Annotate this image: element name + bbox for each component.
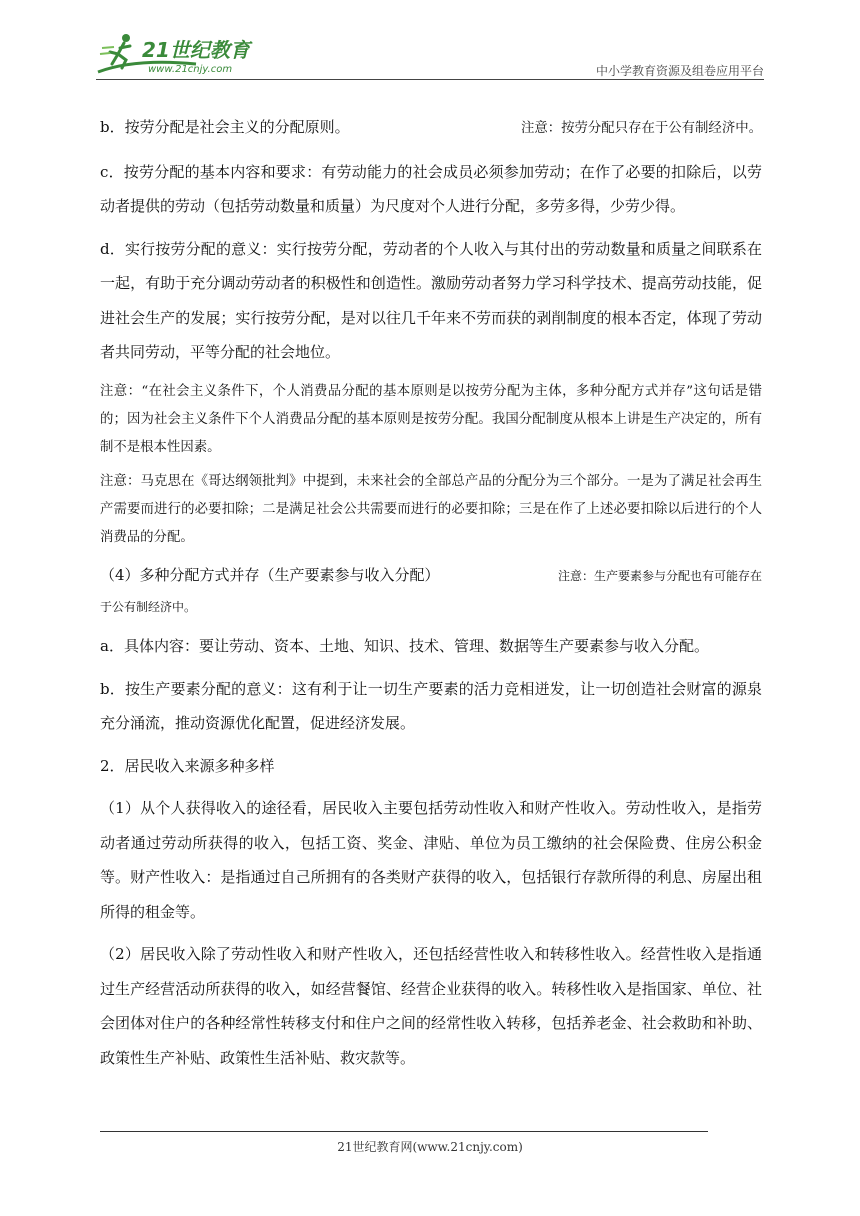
point-d: d．实行按劳分配的意义：实行按劳分配，劳动者的个人收入与其付出的劳动数量和质量之间联系在一起，有助于充分调动劳动者的积极性和创造性。激励劳动者努力学习科学技术、提高劳动技能，促进社会生产的发展；实行按劳分配，是对以往几千年来不劳而获的剥削制度的根本否定，体现了劳动者共同劳动，平等分配的社会地位。 [100, 239, 762, 361]
svg-text:www.21cnjy.com: www.21cnjy.com [148, 64, 233, 75]
svg-text:21世纪教育: 21世纪教育 [142, 38, 250, 62]
footer-divider [100, 1131, 708, 1132]
item-4-note-continued: 于公有制经济中。 [100, 600, 197, 614]
note-marx: 注意：马克思在《哥达纲领批判》中提到，未来社会的全部总产品的分配分为三个部分。一是为了满足社会再生产需要而进行的必要扣除；二是满足社会公共需要而进行的必要扣除；三是在作了上述必要扣除以后进行的个人消费品的分配。 [100, 473, 762, 545]
item-4-row [100, 558, 762, 594]
point-b-significance: b．按生产要素分配的意义：这有利于让一切生产要素的活力竞相迸发，让一切创造社会财富的源泉充分涌流，推动资源优化配置，促进经济发展。 [100, 679, 762, 732]
point-b-row [100, 110, 762, 147]
point-b-note: 注意：按劳分配只存在于公有制经济中。 [520, 121, 762, 136]
section-2-title: 2．居民收入来源多种多样 [100, 756, 275, 775]
footer-text: 21世纪教育网(www.21cnjy.com) [337, 1140, 523, 1154]
paragraph-2: （2）居民收入除了劳动性收入和财产性收入，还包括经营性收入和转移性收入。经营性收入是指通过生产经营活动所获得的收入，如经营餐馆、经营企业获得的收入。转移性收入是指国家、单位、社会团体对住户的各种经常性转移支付和住户之间的经常性收入转移，包括养老金、社会救助和补助、政策性生产补贴、政策性生活补贴、救灾款等。 [100, 945, 762, 1067]
runner-logo-icon [96, 30, 266, 78]
platform-name: 中小学教育资源及组卷应用平台 [595, 64, 764, 78]
point-b: b．按劳分配是社会主义的分配原则。 [100, 118, 350, 136]
page-header [96, 30, 764, 80]
header-divider [96, 79, 764, 80]
point-c: c．按劳分配的基本内容和要求：有劳动能力的社会成员必须参加劳动；在作了必要的扣除后，以劳动者提供的劳动（包括劳动数量和质量）为尺度对个人进行分配，多劳多得，少劳少得。 [100, 162, 762, 215]
item-4-title: （4）多种分配方式并存（生产要素参与收入分配） [100, 565, 440, 584]
site-logo [96, 30, 266, 78]
document-body [100, 110, 762, 1083]
paragraph-1: （1）从个人获得收入的途径看，居民收入主要包括劳动性收入和财产性收入。劳动性收入，是指劳动者通过劳动所获得的收入，包括工资、奖金、津贴、单位为员工缴纳的社会保险费、住房公积金等。财产性收入：是指通过自己所拥有的各类财产获得的收入，包括银行存款所得的利息、房屋出租所得的租金等。 [100, 799, 762, 921]
point-a-content: a．具体内容：要让劳动、资本、土地、知识、技术、管理、数据等生产要素参与收入分配。 [100, 637, 709, 655]
note-principle: 注意：“在社会主义条件下，个人消费品分配的基本原则是以按劳分配为主体，多种分配方式并存”这句话是错的；因为社会主义条件下个人消费品分配的基本原则是按劳分配。我国分配制度从根本上讲是生产决定的，所有制不是根本性因素。 [100, 383, 762, 455]
item-4-note: 注意：生产要素参与分配也有可能存在 [557, 568, 762, 583]
